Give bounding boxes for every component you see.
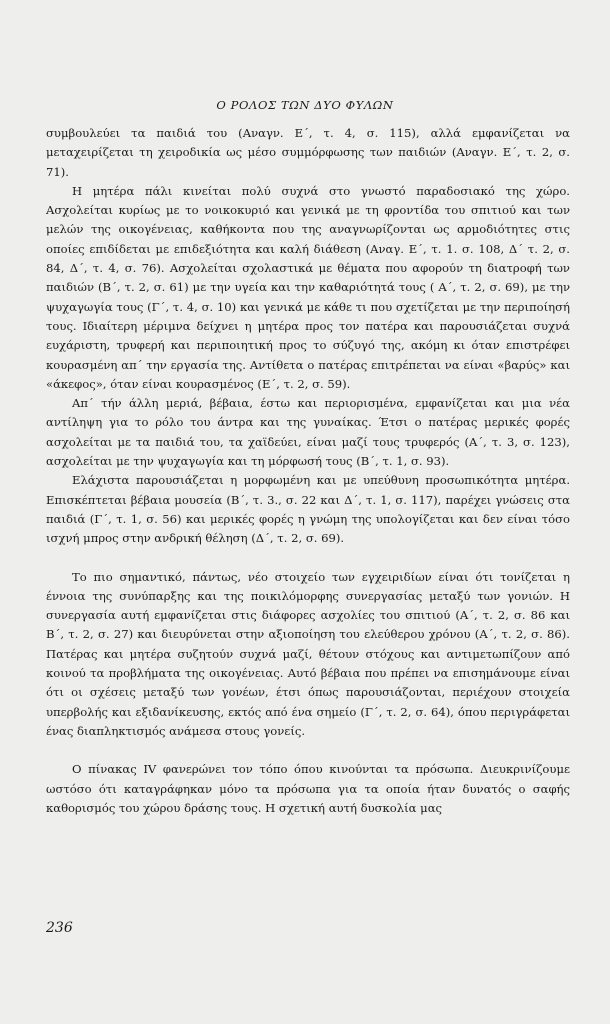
running-head-title: Ο ΡΟΛΟΣ ΤΩΝ ΔΥΟ ΦΥΛΩΝ [216, 98, 394, 112]
paragraph-table-iv: Ο πίνακας IV φανερώνει τον τόπο όπου κινούνται τα πρόσωπα. Διευκρινίζουμε ωστόσο ότι καταγράφηκαν μόνο τα πρόσωπα για τα οποία ήταν δυνατός ο σαφής καθορισμός του χώρου δράσης τους. Η σχετική αυτή δυσκολία μας [46, 762, 570, 815]
paragraph-educated-mother: Ελάχιστα παρουσιάζεται η μορφωμένη και με υπεύθυνη προσωπικότητα μητέρα. Επισκέπτεται βέβαια μουσεία (Β΄, τ. 3., σ. 22 και Δ΄, τ. 1, σ. 117), παρέχει γνώσεις στα παιδιά (Γ΄, τ. 1, σ. 56) και μερικές φορές η γνώμη της υπολογίζεται και δεν είναι τόσο ισχνή μπρος στην ανδρική θέληση (Δ΄, τ. 2, σ. 69). [46, 473, 570, 546]
body-text [46, 124, 570, 818]
paragraph-mother-role: Η μητέρα πάλι κινείται πολύ συχνά στο γνωστό παραδοσιακό της χώρο. Ασχολείται κυρίως με το νοικοκυριό και γενικά με τη φροντίδα του σπιτιού και των μελών της οικογένειας, καθήκοντα που της αναγνωρίζονται ως αρμοδιότητες στις οποίες επιδίδεται με επιδεξιότητα και καλή διάθεση (Αναγ. Ε΄, τ. 1. σ. 108, Δ΄ τ. 2, σ. 84, Δ΄, τ. 4, σ. 76). Ασχολείται σχολαστικά με θέματα που αφορούν τη διατροφή των παιδιών (Β΄, τ. 2, σ. 61) με την υγεία και την καθαριότητά τους ( Α΄, τ. 2, σ. 69), με την ψυχαγωγία τους (Γ΄, τ. 4, σ. 10) και γενικά με κάθε τι που σχετίζεται με την περιποίησή τους. Ιδιαίτερη μέριμνα δείχνει η μητέρα προς τον πατέρα και παρουσιάζεται συχνά ευχάριστη, τρυφερή και περιποιητική προς το σύζυγό της, ακόμη κι όταν επιστρέφει κουρασμένη απ΄ την εργασία της. Αντίθετα ο πατέρας επιτρέπεται να είναι «βαρύς» και «άκεφος», όταν είναι κουρασμένος (Ε΄, τ. 2, σ. 59). [46, 183, 570, 391]
paragraph-new-perception: Απ΄ τήν άλλη μεριά, βέβαια, έστω και περιορισμένα, εμφανίζεται και μια νέα αντίληψη για το ρόλο του άντρα και της γυναίκας. Έτσι ο πατέρας μερικές φορές ασχολείται με τα παιδιά του, τα χαϊδεύει, είναι μαζί τους τρυφερός (Α΄, τ. 3, σ. 123), ασχολείται με την ψυχαγωγία και τη μόρφωσή τους (Β΄, τ. 1, σ. 93). [46, 396, 570, 469]
page-number: 236 [46, 920, 73, 936]
paragraph-continuation: συμβουλεύει τα παιδιά του (Αναγν. Ε΄, τ. 4, σ. 115), αλλά εμφανίζεται να μεταχειρίζεται τη χειροδικία ως μέσο συμμόρφωσης των παιδιών (Αναγν. Ε΄, τ. 2, σ. 71). [46, 126, 570, 179]
paragraph-cooperation: Το πιο σημαντικό, πάντως, νέο στοιχείο των εγχειριδίων είναι ότι τονίζεται η έννοια της συνύπαρξης και της ποικιλόμορφης συνεργασίας μεταξύ των γονιών. Η συνεργασία αυτή εμφανίζεται στις διάφορες ασχολίες του σπιτιού (Α΄, τ. 2, σ. 86 και Β΄, τ. 2, σ. 27) και διευρύνεται στην αξιοποίηση του ελεύθερου χρόνου (Α΄, τ. 2, σ. 86). Πατέρας και μητέρα συζητούν συχνά μαζί, θέτουν στόχους και αντιμετωπίζουν από κοινού τα προβλήματα της οικογένειας. Αυτό βέβαια που πρέπει να επισημάνουμε είναι ότι οι σχέσεις μεταξύ των γονέων, έτσι όπως παρουσιάζονται, περιέχουν στοιχεία υπερβολής και εξιδανίκευσης, εκτός από ένα σημείο (Γ΄, τ. 2, σ. 64), όπου περιγράφεται ένας διαπληκτισμός ανάμεσα στους γονείς. [46, 569, 570, 738]
